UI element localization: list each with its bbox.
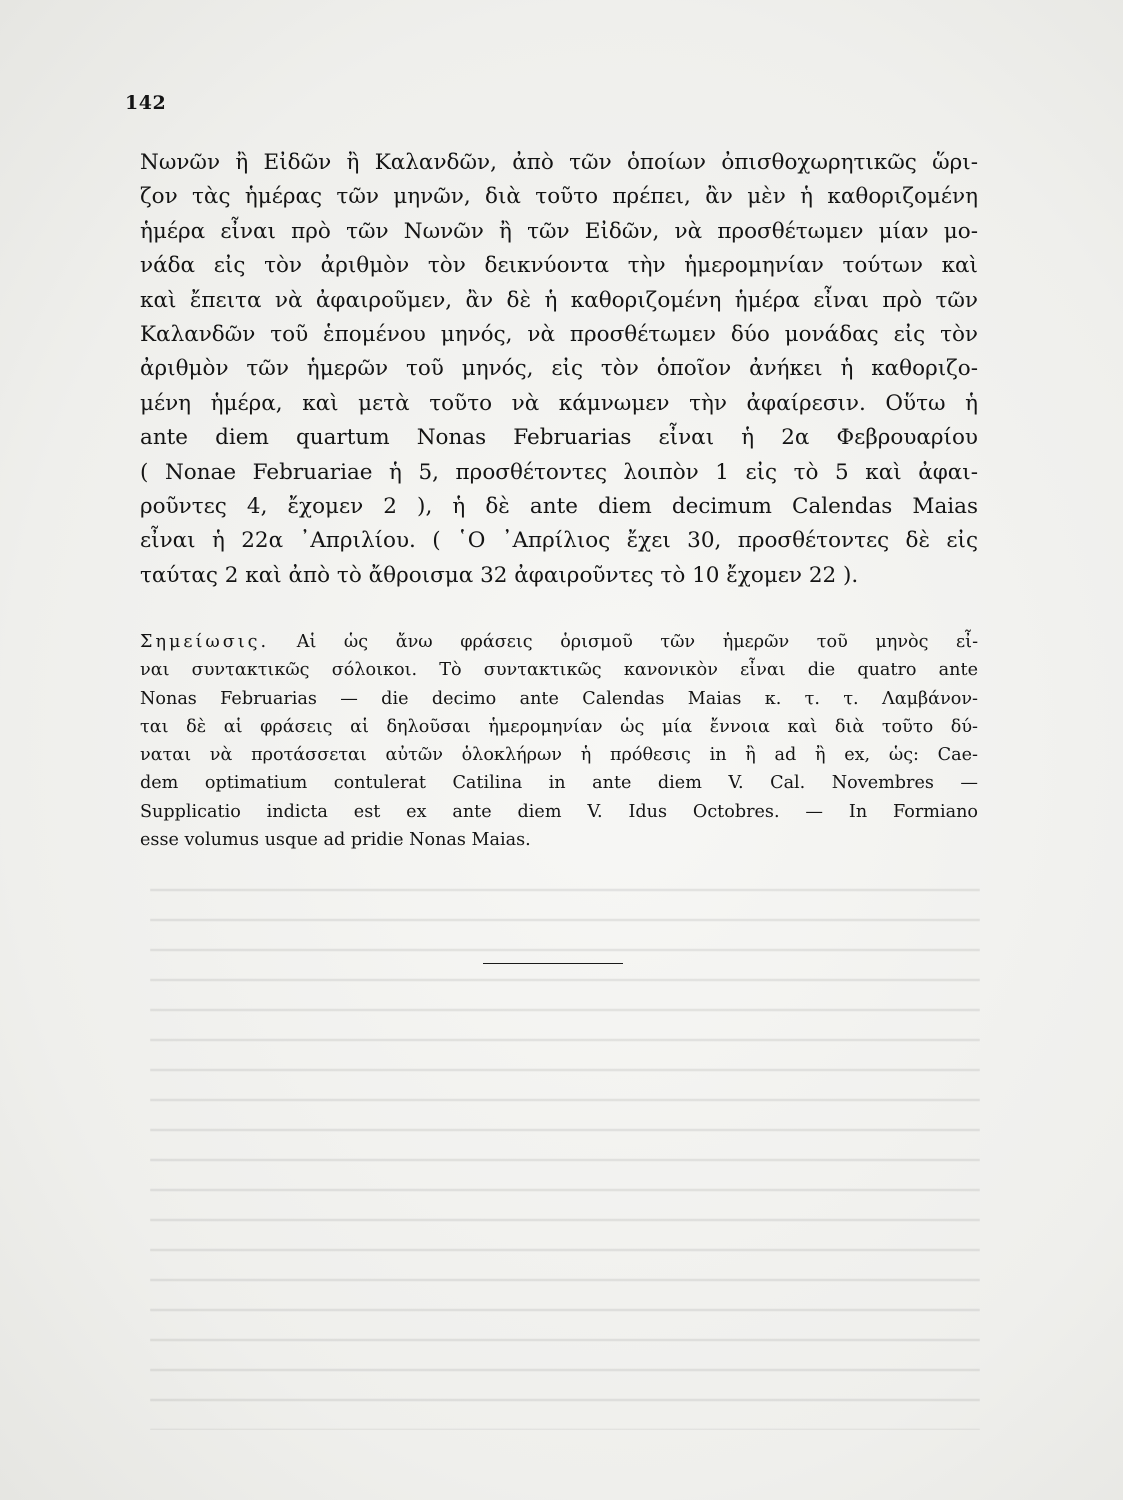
footnote-first-line [140,628,978,656]
body-line: μένη ἡμέρα, καὶ μετὰ τοῦτο νὰ κάμνωμεν τὴν ἀφαίρεσιν. Οὕτω ἡ [140,390,978,416]
body-line: ἀριθμὸν τῶν ἡμερῶν τοῦ μηνός, εἰς τὸν ὁποῖον ἀνήκει ἡ καθοριζο- [140,356,978,382]
body-line: ( Nonae Februariae ἡ 5, προσθέτοντες λοιπὸν 1 εἰς τὸ 5 καὶ ἀφαι- [140,459,978,485]
body-line: νάδα εἰς τὸν ἀριθμὸν τὸν δεικνύοντα τὴν ἡμερομηνίαν τούτων καὶ [140,253,978,279]
footnote-text: Αἱ ὡς ἄνω φράσεις ὁρισμοῦ τῶν ἡμερῶν τοῦ μηνὸς εἶ- [296,632,979,652]
page-number: 142 [125,92,167,114]
body-line: καὶ ἔπειτα νὰ ἀφαιροῦμεν, ἂν δὲ ἡ καθοριζομένη ἡμέρα εἶναι πρὸ τῶν [140,287,978,313]
body-line: ζον τὰς ἡμέρας τῶν μηνῶν, διὰ τοῦτο πρέπει, ἂν μὲν ἡ καθοριζομένη [140,184,978,210]
body-line: ἡμέρα εἶναι πρὸ τῶν Νωνῶν ἢ τῶν Εἰδῶν, νὰ προσθέτωμεν μίαν μο- [140,218,978,244]
body-line: Καλανδῶν τοῦ ἑπομένου μηνός, νὰ προσθέτωμεν δύο μονάδας εἰς τὸν [140,322,978,348]
footnote-label: Σημείωσις. [140,632,270,652]
footnote-line: Supplicatio indicta est ex ante diem V. Idus Octobres. — In Formiano [140,801,978,822]
footnote-line: dem optimatium contulerat Catilina in ante diem V. Cal. Novembres — [140,773,978,794]
section-divider [483,963,623,964]
body-line: εἶναι ἡ 22α ᾿Απριλίου. ( ῾Ο ᾿Απρίλιος ἔχει 30, προσθέτοντες δὲ εἰς [140,528,978,554]
body-line: ante diem quartum Nonas Februarias εἶναι ἡ 2α Φεβρουαρίου [140,425,978,451]
footnote-line: ται δὲ αἱ φράσεις αἱ δηλοῦσαι ἡμερομηνίαν ὡς μία ἔννοια καὶ διὰ τοῦτο δύ- [140,716,978,737]
footnote-line: esse volumus usque ad pridie Nonas Maias. [140,830,531,851]
body-line: Νωνῶν ἢ Εἰδῶν ἢ Καλανδῶν, ἀπὸ τῶν ὁποίων ὀπισθοχωρητικῶς ὥρι- [140,150,978,175]
body-line: ταύτας 2 καὶ ἀπὸ τὸ ἄθροισμα 32 ἀφαιροῦντες τὸ 10 ἔχομεν 22 ). [140,562,859,588]
footnote [140,628,978,854]
footnote-line: ναι συντακτικῶς σόλοικοι. Τὸ συντακτικῶς κανονικὸν εἶναι die quatro ante [140,660,978,681]
footnote-line: Nonas Februarias — die decimo ante Calendas Maias κ. τ. τ. Λαμβάνον- [140,688,978,709]
bleed-through-text [150,870,980,1430]
footnote-line: ναται νὰ προτάσσεται αὐτῶν ὁλοκλήρων ἡ πρόθεσις in ἢ ad ἢ ex, ὡς: Cae- [140,745,978,766]
body-line: ροῦντες 4, ἔχομεν 2 ), ἡ δὲ ante diem decimum Calendas Maias [140,494,978,520]
body-paragraph [140,146,978,593]
